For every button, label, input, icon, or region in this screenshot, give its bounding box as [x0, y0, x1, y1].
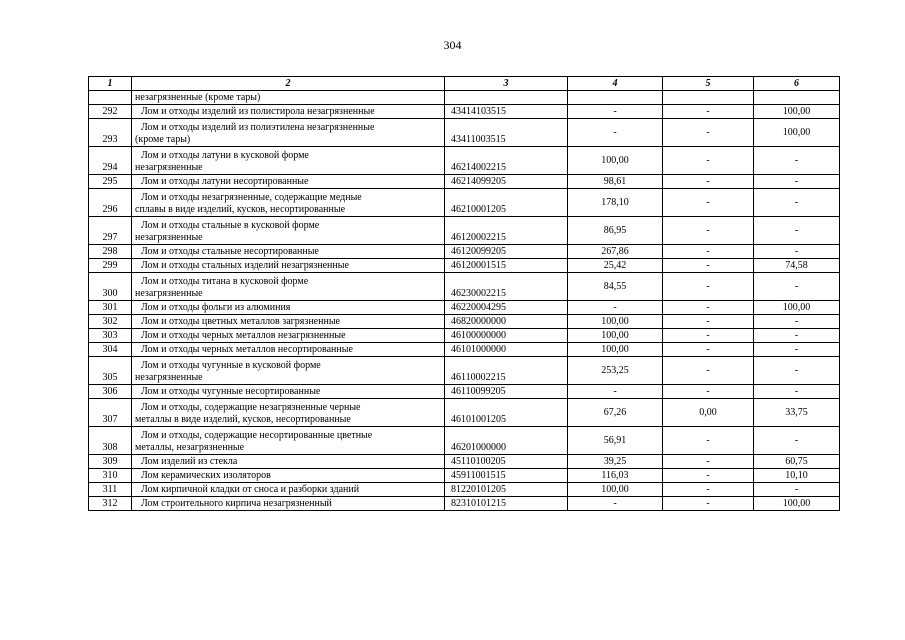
waste-name-line: незагрязненные: [135, 232, 203, 243]
value-col-4: 86,95: [568, 217, 663, 245]
fkko-code: 46110002215: [445, 357, 568, 385]
value-col-6: -: [754, 427, 840, 455]
value-col-4: -: [568, 385, 663, 399]
fkko-code: 82310101215: [445, 497, 568, 511]
value-col-6: 100,00: [754, 105, 840, 119]
value-col-5: -: [663, 217, 754, 245]
row-number: 296: [89, 189, 132, 217]
waste-name: [132, 273, 445, 301]
waste-name-line: Лом и отходы черных металлов несортированные: [141, 344, 353, 355]
table-row: [89, 343, 840, 357]
value-col-6: 10,10: [754, 469, 840, 483]
waste-name-line: Лом и отходы стальных изделий незагрязненные: [141, 260, 349, 271]
waste-name: [132, 259, 445, 273]
value-col-5: -: [663, 483, 754, 497]
value-col-4: 100,00: [568, 315, 663, 329]
waste-name: [132, 217, 445, 245]
table-row: [89, 217, 840, 245]
fkko-code: 43411003515: [445, 119, 568, 147]
waste-name: [132, 147, 445, 175]
value-col-5: -: [663, 357, 754, 385]
fkko-code: 46101001205: [445, 399, 568, 427]
waste-name-line: Лом и отходы чугунные в кусковой форме: [141, 360, 321, 371]
waste-name-line: Лом и отходы латуни в кусковой форме: [141, 150, 309, 161]
column-header: 2: [132, 77, 445, 91]
value-col-4: 100,00: [568, 329, 663, 343]
value-col-4: 100,00: [568, 483, 663, 497]
fkko-code: 46230002215: [445, 273, 568, 301]
value-col-5: -: [663, 315, 754, 329]
waste-name-line: незагрязненные: [135, 288, 203, 299]
page-number: 304: [443, 38, 462, 52]
value-col-6: -: [754, 217, 840, 245]
table-row: [89, 119, 840, 147]
row-number: 302: [89, 315, 132, 329]
row-number: 310: [89, 469, 132, 483]
waste-name: [132, 483, 445, 497]
table-row: [89, 357, 840, 385]
value-col-4: -: [568, 119, 663, 147]
fkko-code: 46201000000: [445, 427, 568, 455]
column-header: 5: [663, 77, 754, 91]
waste-name: [132, 175, 445, 189]
row-number: 298: [89, 245, 132, 259]
row-number: 295: [89, 175, 132, 189]
value-col-6: 100,00: [754, 119, 840, 147]
row-number: 294: [89, 147, 132, 175]
value-col-5: -: [663, 119, 754, 147]
fkko-code: 46120002215: [445, 217, 568, 245]
waste-name-line: Лом и отходы, содержащие несортированные цветные: [141, 430, 373, 441]
table-row: [89, 329, 840, 343]
value-col-6: -: [754, 315, 840, 329]
table-row: [89, 259, 840, 273]
waste-name: [132, 343, 445, 357]
value-col-6: -: [754, 273, 840, 301]
row-number: 293: [89, 119, 132, 147]
value-col-5: -: [663, 329, 754, 343]
waste-name: [132, 301, 445, 315]
table-row: [89, 455, 840, 469]
value-col-6: -: [754, 175, 840, 189]
value-col-6: -: [754, 483, 840, 497]
waste-name-line: Лом и отходы стальные несортированные: [141, 246, 319, 257]
value-col-6: -: [754, 343, 840, 357]
value-col-5: -: [663, 259, 754, 273]
table-row: [89, 385, 840, 399]
value-col-4: 267,86: [568, 245, 663, 259]
value-col-6: -: [754, 189, 840, 217]
waste-name: [132, 497, 445, 511]
value-col-6: 100,00: [754, 301, 840, 315]
value-col-6: 74,58: [754, 259, 840, 273]
row-number: 304: [89, 343, 132, 357]
value-col-5: -: [663, 497, 754, 511]
waste-name-line: (кроме тары): [135, 134, 191, 145]
row-number: 309: [89, 455, 132, 469]
waste-name-line: Лом и отходы изделий из полиэтилена незагрязненные: [141, 122, 375, 133]
value-col-4: 100,00: [568, 343, 663, 357]
waste-name: [132, 329, 445, 343]
fkko-code: 46120001515: [445, 259, 568, 273]
value-col-4: 253,25: [568, 357, 663, 385]
waste-name-line: Лом и отходы фольги из алюминия: [141, 302, 291, 313]
row-number: 292: [89, 105, 132, 119]
row-number: 303: [89, 329, 132, 343]
waste-name-line: Лом и отходы латуни несортированные: [141, 176, 309, 187]
row-number: 308: [89, 427, 132, 455]
row-number: 300: [89, 273, 132, 301]
row-number: 297: [89, 217, 132, 245]
value-col-4: 100,00: [568, 147, 663, 175]
waste-name-line: металлы в виде изделий, кусков, несортированные: [135, 414, 351, 425]
value-col-5: -: [663, 105, 754, 119]
table-row: [89, 175, 840, 189]
fkko-code: 46220004295: [445, 301, 568, 315]
waste-name-line: Лом керамических изоляторов: [141, 470, 271, 481]
column-header: 4: [568, 77, 663, 91]
waste-name-line: Лом и отходы незагрязненные, содержащие медные: [141, 192, 362, 203]
continuation-text: незагрязненные (кроме тары): [132, 91, 445, 105]
fkko-code: 43414103515: [445, 105, 568, 119]
value-col-6: 60,75: [754, 455, 840, 469]
value-col-6: 100,00: [754, 497, 840, 511]
table-row: [89, 483, 840, 497]
value-col-5: -: [663, 301, 754, 315]
waste-name: [132, 399, 445, 427]
fkko-code: 46214099205: [445, 175, 568, 189]
waste-name: [132, 245, 445, 259]
value-col-5: -: [663, 245, 754, 259]
waste-name: [132, 357, 445, 385]
waste-name-line: незагрязненные: [135, 372, 203, 383]
value-col-4: 56,91: [568, 427, 663, 455]
value-col-5: -: [663, 189, 754, 217]
waste-name-line: Лом кирпичной кладки от сноса и разборки зданий: [141, 484, 360, 495]
row-number: 301: [89, 301, 132, 315]
value-col-6: -: [754, 147, 840, 175]
waste-name: [132, 189, 445, 217]
value-col-6: -: [754, 245, 840, 259]
table-row: [89, 399, 840, 427]
waste-name: [132, 427, 445, 455]
value-col-5: -: [663, 273, 754, 301]
value-col-5: -: [663, 427, 754, 455]
value-col-6: 33,75: [754, 399, 840, 427]
waste-name-line: сплавы в виде изделий, кусков, несортированные: [135, 204, 346, 215]
fkko-code: 46214002215: [445, 147, 568, 175]
value-col-4: -: [568, 301, 663, 315]
value-col-4: -: [568, 105, 663, 119]
value-col-5: -: [663, 343, 754, 357]
value-col-5: -: [663, 455, 754, 469]
value-col-5: -: [663, 175, 754, 189]
waste-name: [132, 315, 445, 329]
header-row: [89, 77, 840, 91]
waste-name: [132, 385, 445, 399]
table-row: [89, 469, 840, 483]
value-col-4: 25,42: [568, 259, 663, 273]
value-col-4: 178,10: [568, 189, 663, 217]
fkko-code: 45110100205: [445, 455, 568, 469]
value-col-6: -: [754, 357, 840, 385]
waste-name-line: Лом и отходы, содержащие незагрязненные черные: [141, 402, 361, 413]
row-number: 312: [89, 497, 132, 511]
waste-name-line: Лом и отходы чугунные несортированные: [141, 386, 321, 397]
waste-name: [132, 469, 445, 483]
waste-name: [132, 105, 445, 119]
value-col-6: -: [754, 385, 840, 399]
value-col-5: -: [663, 469, 754, 483]
value-col-4: 116,03: [568, 469, 663, 483]
waste-name-line: Лом и отходы цветных металлов загрязненные: [141, 316, 340, 327]
waste-name-line: Лом и отходы изделий из полистирола незагрязненные: [141, 106, 375, 117]
continuation-row: [89, 91, 840, 105]
row-number: 311: [89, 483, 132, 497]
waste-name-line: Лом и отходы стальные в кусковой форме: [141, 220, 320, 231]
waste-name-line: Лом и отходы черных металлов незагрязненные: [141, 330, 346, 341]
waste-name-line: Лом изделий из стекла: [141, 456, 238, 467]
table-row: [89, 147, 840, 175]
column-header: 3: [445, 77, 568, 91]
fkko-code: 81220101205: [445, 483, 568, 497]
fkko-code: 46101000000: [445, 343, 568, 357]
value-col-4: 39,25: [568, 455, 663, 469]
fkko-code: 45911001515: [445, 469, 568, 483]
table-row: [89, 427, 840, 455]
waste-name-line: Лом строительного кирпича незагрязненный: [141, 498, 332, 509]
fkko-code: 46120099205: [445, 245, 568, 259]
waste-name: [132, 455, 445, 469]
waste-name-line: металлы, незагрязненные: [135, 442, 245, 453]
waste-name-line: незагрязненные: [135, 162, 203, 173]
table-row: [89, 497, 840, 511]
waste-name-line: Лом и отходы титана в кусковой форме: [141, 276, 309, 287]
value-col-4: 84,55: [568, 273, 663, 301]
table-row: [89, 189, 840, 217]
row-number: 306: [89, 385, 132, 399]
row-number: 299: [89, 259, 132, 273]
column-header: 6: [754, 77, 840, 91]
value-col-5: -: [663, 147, 754, 175]
fkko-code: 46820000000: [445, 315, 568, 329]
value-col-6: -: [754, 329, 840, 343]
value-col-4: -: [568, 497, 663, 511]
waste-table: [88, 76, 840, 511]
table-row: [89, 105, 840, 119]
fkko-code: 46100000000: [445, 329, 568, 343]
row-number: 305: [89, 357, 132, 385]
waste-name: [132, 119, 445, 147]
value-col-4: 98,61: [568, 175, 663, 189]
value-col-5: 0,00: [663, 399, 754, 427]
table-row: [89, 315, 840, 329]
fkko-code: 46110099205: [445, 385, 568, 399]
column-header: 1: [89, 77, 132, 91]
table-row: [89, 273, 840, 301]
row-number: 307: [89, 399, 132, 427]
table-row: [89, 301, 840, 315]
value-col-5: -: [663, 385, 754, 399]
fkko-code: 46210001205: [445, 189, 568, 217]
table-row: [89, 245, 840, 259]
value-col-4: 67,26: [568, 399, 663, 427]
